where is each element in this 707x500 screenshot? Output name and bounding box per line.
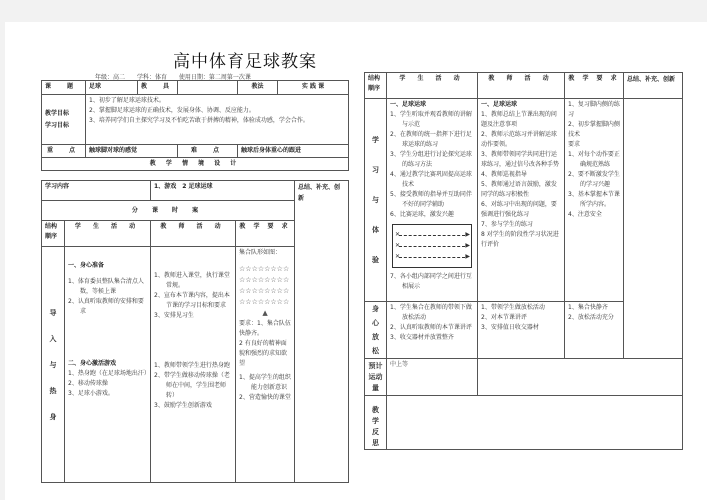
list-item: 3、学生分组进行讨论探究运球的练习方法 (390, 151, 472, 168)
schedule-header: 分 课 时 案 (42, 201, 295, 221)
dribble-arrow-icon (399, 257, 465, 258)
method-value: 实 践 课 (278, 81, 349, 95)
learning-label-text: 学习与体验 (372, 136, 379, 264)
cooldown-label (365, 302, 387, 359)
col-student: 学 生 活 动 (387, 73, 478, 99)
phase-requirements (236, 247, 295, 483)
list-item: 4、教师巡视指导 (481, 171, 527, 178)
formation-intro: 集合队形如图： (239, 249, 282, 256)
list-item: 1、教师带领学生进行热身跑 (154, 362, 230, 369)
list-item: 8 对学生的阶段性学习状况进行评价 (481, 231, 559, 248)
key-point-value: 触球脚对球的感觉 (86, 145, 178, 158)
phase-teacher-activities (151, 247, 236, 483)
list-item: 5、教师通过语言鼓励，激发同学的练习积极性 (481, 181, 557, 198)
student-list (390, 110, 474, 220)
lesson-detail-table (364, 72, 683, 450)
reflection-label-text: 教学反思 (372, 406, 379, 447)
teacher-list-1 (154, 271, 232, 321)
section-title: 一、足球运球 (481, 101, 518, 108)
list-item: 2、带学生做移动传球操（老师在中间，学生围老师转） (154, 372, 230, 399)
reflection-label (365, 396, 387, 450)
student-list-extra (390, 272, 474, 292)
content-label: 学习内容 (42, 181, 151, 201)
col-summary: 总结、补充、创新 (624, 73, 683, 99)
list-item: 1、学生听取并观看教师的讲解与示范 (390, 111, 472, 128)
student-list (390, 303, 474, 343)
load-label (365, 359, 387, 396)
cooldown-label-text: 身心放松 (372, 305, 379, 355)
phase-student-activities (65, 247, 151, 483)
load-value: 中上等 (387, 359, 478, 396)
list-item: 1、体育委员整队集合清点人数，等候上课 (68, 278, 144, 295)
col-requirements: 教 学 要 求 (236, 221, 295, 247)
list-item: 3、基本掌握本节课所学内容。 (568, 191, 620, 208)
meta-grade: 年级：高二 (95, 74, 126, 81)
load-label-text: 预计运动量 (368, 361, 383, 392)
student-row-icon: ☆☆☆☆☆☆☆☆ (239, 298, 290, 306)
requirements-list (568, 150, 620, 220)
learning-requirements (565, 99, 624, 302)
summary-cell (624, 99, 683, 359)
requirement-text: 2 有良好的精神面貌和强烈的求知欲望 (239, 340, 288, 367)
list-item: 2、营造愉快的课堂 (239, 394, 291, 401)
col-teacher: 教 师 活 动 (151, 221, 236, 247)
list-item: 1、教师进入课堂，执行课堂常规。 (154, 272, 230, 289)
list-item: 2、放松活动充分 (568, 314, 614, 321)
list-item: 4、通过教学比赛巩固提高运球技术 (390, 171, 472, 188)
phase-label-text: 导入与热身 (49, 308, 57, 421)
method-label: 教法 (238, 81, 278, 95)
reflection-value (387, 396, 683, 450)
list-item: 1、教师总结上节课出现的问题及注意事项 (481, 111, 557, 128)
list-item: 6、对练习中出现的问题，要强调进行强化练习 (481, 201, 557, 218)
formation-diagram (239, 264, 291, 319)
learning-student-activities (387, 99, 478, 302)
requirements-label: 要求 (568, 141, 581, 148)
list-item: 2、在教师的统一指挥下进行足球运球的练习 (390, 131, 472, 148)
list-item: 2、认真听取教师的安排和要求 (68, 298, 144, 315)
col-student: 学 生 活 动 (65, 221, 151, 247)
difficulty-label: 难 点 (178, 145, 238, 158)
meta-date: 使用日期：第二周第一次课 (178, 74, 251, 81)
list-item: 3、安排值日收交器材 (481, 324, 539, 331)
lesson-schedule-table (41, 180, 349, 483)
topic-value: 足球 (86, 81, 138, 95)
dribble-arrow-icon (399, 235, 465, 236)
goals-list (86, 95, 349, 145)
col-structure: 结构顺序 (365, 73, 387, 99)
dribbling-drill-diagram (392, 224, 472, 268)
list-item: 3、足球小游戏。 (68, 390, 114, 397)
lesson-info-table (41, 80, 349, 171)
list-item: 2、认真听取教师的本节课讲评 (390, 324, 472, 331)
topic-label: 课 题 (42, 81, 86, 95)
list-item: 1、复习脚内侧的练习 (568, 101, 620, 118)
list-item: 3、安排见习生 (154, 312, 194, 319)
col-structure: 结构顺序 (42, 221, 65, 247)
requirements-list (568, 303, 620, 323)
teacher-triangle-icon: ▲ (262, 309, 268, 317)
list-item: 4、注意安全 (568, 211, 602, 218)
list-item: 1、学生集合在教师的带领下做放松活动 (390, 304, 472, 321)
list-item: 1、集合快静齐 (568, 304, 608, 311)
cooldown-teacher-activities (478, 302, 565, 359)
goal-item: 1、初步了解足球运球技术。 (89, 97, 165, 104)
section-title: 一、身心准备 (68, 262, 105, 269)
cooldown-requirements (565, 302, 624, 359)
equipment-label: 教 具 (138, 81, 178, 95)
meta-subject: 学科：体育 (136, 74, 167, 81)
difficulty-value: 触球后身体重心的跟进 (238, 145, 349, 158)
list-item: 5、接受教师的指导并互助同伴不好的同学辅助 (390, 191, 472, 208)
list-item: 6、比赛运球，激发兴趣 (390, 211, 454, 218)
learning-label (365, 99, 387, 302)
goals-label-teaching: 教学目标 (45, 109, 70, 117)
student-row-icon: ☆☆☆☆☆☆☆☆ (239, 276, 290, 284)
list-item: 7、参与学生的练习 (481, 221, 533, 228)
equipment-value (178, 81, 238, 95)
list-item: 1、热身跑（在足球场地出汗） (68, 370, 150, 377)
list-item: 1、提高学生的组织能力创新意识 (239, 374, 291, 391)
list-item: 2、宣布本节课内容，提出本节课的学习目标和要求 (154, 292, 230, 309)
student-row-icon: ☆☆☆☆☆☆☆☆ (239, 265, 290, 273)
list-item: 7、各小组内部同学之间进行互相展示 (390, 273, 472, 290)
goal-item: 3、培养同学们自主探究学习及不怕吃苦敢于拼搏的精神，体验成功感，学会合作。 (89, 117, 309, 124)
key-point-label: 重 点 (42, 145, 86, 158)
student-row-icon: ☆☆☆☆☆☆☆☆ (239, 287, 290, 295)
col-requirements: 教 学 要 求 (565, 73, 624, 99)
learning-teacher-activities (478, 99, 565, 302)
phase-label (42, 247, 65, 483)
design-header: 教 学 情 境 设 计 (42, 158, 349, 171)
list-item: 3、收交器材并放置整齐 (390, 334, 454, 341)
col-teacher: 教 师 活 动 (478, 73, 565, 99)
list-item: 3、鼓励学生创新游戏 (154, 402, 212, 409)
goals-label-learning: 学习目标 (45, 121, 70, 129)
content-value: 1、游戏 2 足球运球 (151, 181, 295, 201)
load-empty (478, 359, 683, 396)
list-item: 3、教师带领同学共同进行运球练习，通过信号改各种手势 (481, 151, 560, 168)
summary-column: 总结、补充、创新 (295, 181, 349, 483)
cooldown-student-activities (387, 302, 478, 359)
list-item: 1、对每个动作要正确规范熟练 (568, 151, 620, 168)
document-title: 高中体育足球教案 (173, 52, 317, 72)
requirements-list (239, 373, 291, 403)
dribble-arrow-icon (399, 246, 465, 247)
list-item: 2、初步掌握脚内侧技术 (568, 121, 620, 138)
teacher-list-2 (154, 361, 232, 411)
list-item: 2、对本节课讲评 (481, 314, 527, 321)
list-item: 1、带领学生做放松活动 (481, 304, 545, 311)
list-item: 2、移动传球操 (68, 380, 108, 387)
student-list-2 (68, 369, 150, 399)
goal-item: 2、掌握脚足球运球的正确技术，发展身体、协调、反应能力。 (89, 107, 255, 114)
list-item: 2、要不断激发学生的学习兴趣 (568, 171, 620, 188)
student-list-1 (68, 277, 147, 317)
requirement-text: 要求：1、集合队伍快静齐。 (239, 320, 291, 337)
section-title: 一、足球运球 (390, 101, 427, 108)
section-title: 二、身心激活游戏 (68, 360, 117, 367)
goals-label (42, 95, 86, 145)
list-item: 2、教师示范练习并讲解运球动作要领。 (481, 131, 557, 148)
